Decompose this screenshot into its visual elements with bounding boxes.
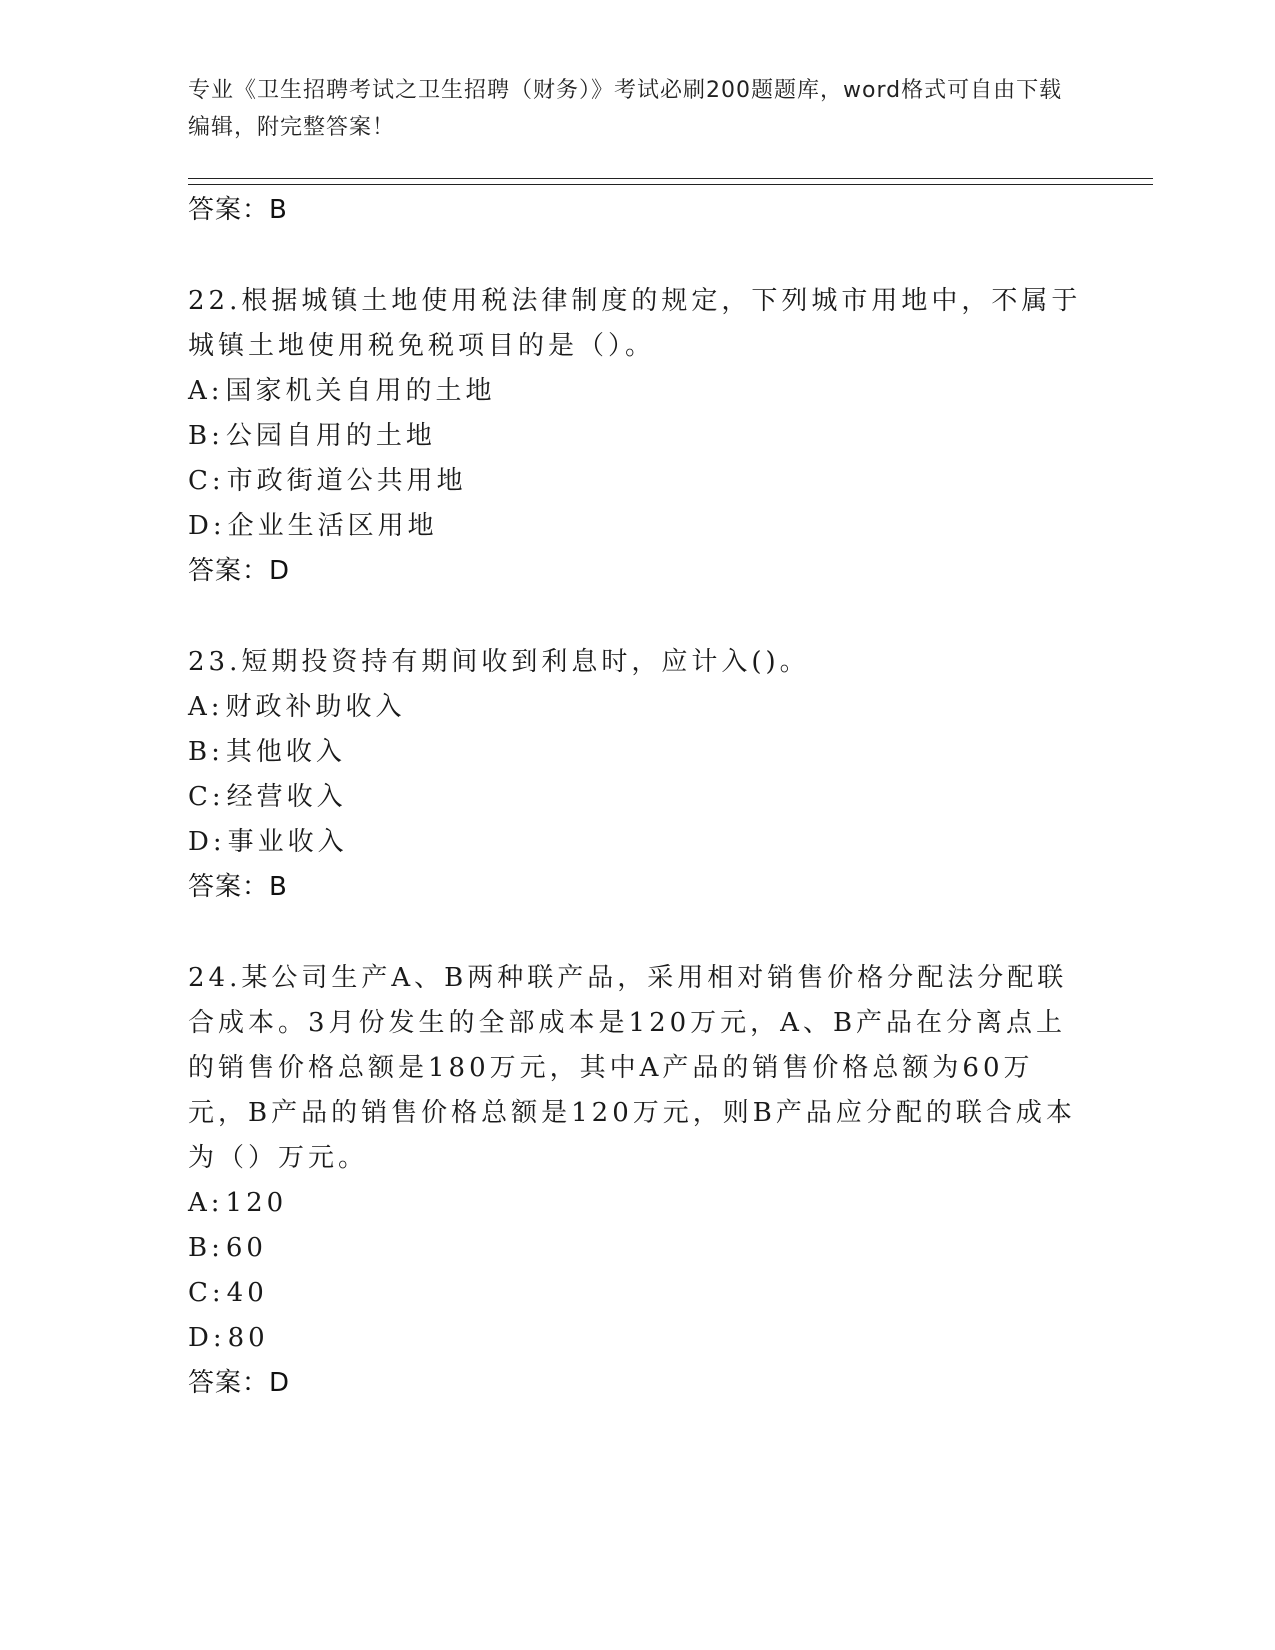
option-d bbox=[188, 504, 1088, 549]
answer-line: 答案：D bbox=[188, 556, 291, 586]
previous-answer: 答案：B bbox=[188, 195, 288, 225]
option-letter: C: bbox=[188, 782, 225, 812]
option-text: 公园自用的土地 bbox=[225, 421, 436, 451]
option-text: 40 bbox=[226, 1278, 268, 1308]
option-letter: B: bbox=[188, 421, 224, 451]
option-letter: D: bbox=[188, 1323, 226, 1353]
question-text: 22.根据城镇土地使用税法律制度的规定，下列城市用地中，不属于城镇土地使用税免税项目的是（）。 bbox=[188, 286, 1082, 361]
option-text: 财政补助收入 bbox=[225, 692, 406, 722]
option-letter: C: bbox=[188, 466, 225, 496]
document-header bbox=[188, 72, 1068, 146]
option-a bbox=[188, 1181, 1088, 1226]
question-text: 24.某公司生产A、B两种联产品，采用相对销售价格分配法分配联合成本。3月份发生的全部成本是120万元，A、B产品在分离点上的销售价格总额是180万元，其中A产品的销售价格总额为60万元，B产品的销售价格总额是120万元，则B产品应分配的联合成本为（）万元。 bbox=[188, 963, 1076, 1173]
option-text: 60 bbox=[225, 1233, 267, 1263]
header-divider-top bbox=[188, 178, 1153, 179]
question-text: 23.短期投资持有期间收到利息时，应计入()。 bbox=[188, 647, 810, 677]
answer-line: 答案：D bbox=[188, 1368, 291, 1398]
question-23 bbox=[188, 640, 1088, 910]
option-a bbox=[188, 369, 1088, 414]
option-b bbox=[188, 730, 1088, 775]
option-d bbox=[188, 820, 1088, 865]
option-c bbox=[188, 1271, 1088, 1316]
option-c bbox=[188, 775, 1088, 820]
option-letter: A: bbox=[188, 1188, 224, 1218]
option-letter: B: bbox=[188, 1233, 224, 1263]
question-22 bbox=[188, 279, 1088, 594]
option-text: 事业收入 bbox=[227, 827, 348, 857]
option-letter: D: bbox=[188, 827, 226, 857]
document-body bbox=[188, 188, 1088, 1406]
answer-line: 答案：B bbox=[188, 872, 288, 902]
option-letter: D: bbox=[188, 511, 226, 541]
option-c bbox=[188, 459, 1088, 504]
header-text: 专业《卫生招聘考试之卫生招聘（财务）》考试必刷200题题库，word格式可自由下载编辑，附完整答案！ bbox=[188, 78, 1063, 140]
option-text: 120 bbox=[225, 1188, 288, 1218]
option-text: 市政街道公共用地 bbox=[226, 466, 467, 496]
option-text: 其他收入 bbox=[225, 737, 346, 767]
option-a bbox=[188, 685, 1088, 730]
option-text: 80 bbox=[227, 1323, 269, 1353]
question-24 bbox=[188, 956, 1088, 1406]
option-b bbox=[188, 414, 1088, 459]
header-divider-bottom bbox=[188, 184, 1153, 185]
option-d bbox=[188, 1316, 1088, 1361]
option-b bbox=[188, 1226, 1088, 1271]
option-text: 企业生活区用地 bbox=[227, 511, 438, 541]
option-letter: B: bbox=[188, 737, 224, 767]
option-text: 经营收入 bbox=[226, 782, 347, 812]
option-letter: C: bbox=[188, 1278, 225, 1308]
option-text: 国家机关自用的土地 bbox=[225, 376, 496, 406]
option-letter: A: bbox=[188, 692, 224, 722]
option-letter: A: bbox=[188, 376, 224, 406]
